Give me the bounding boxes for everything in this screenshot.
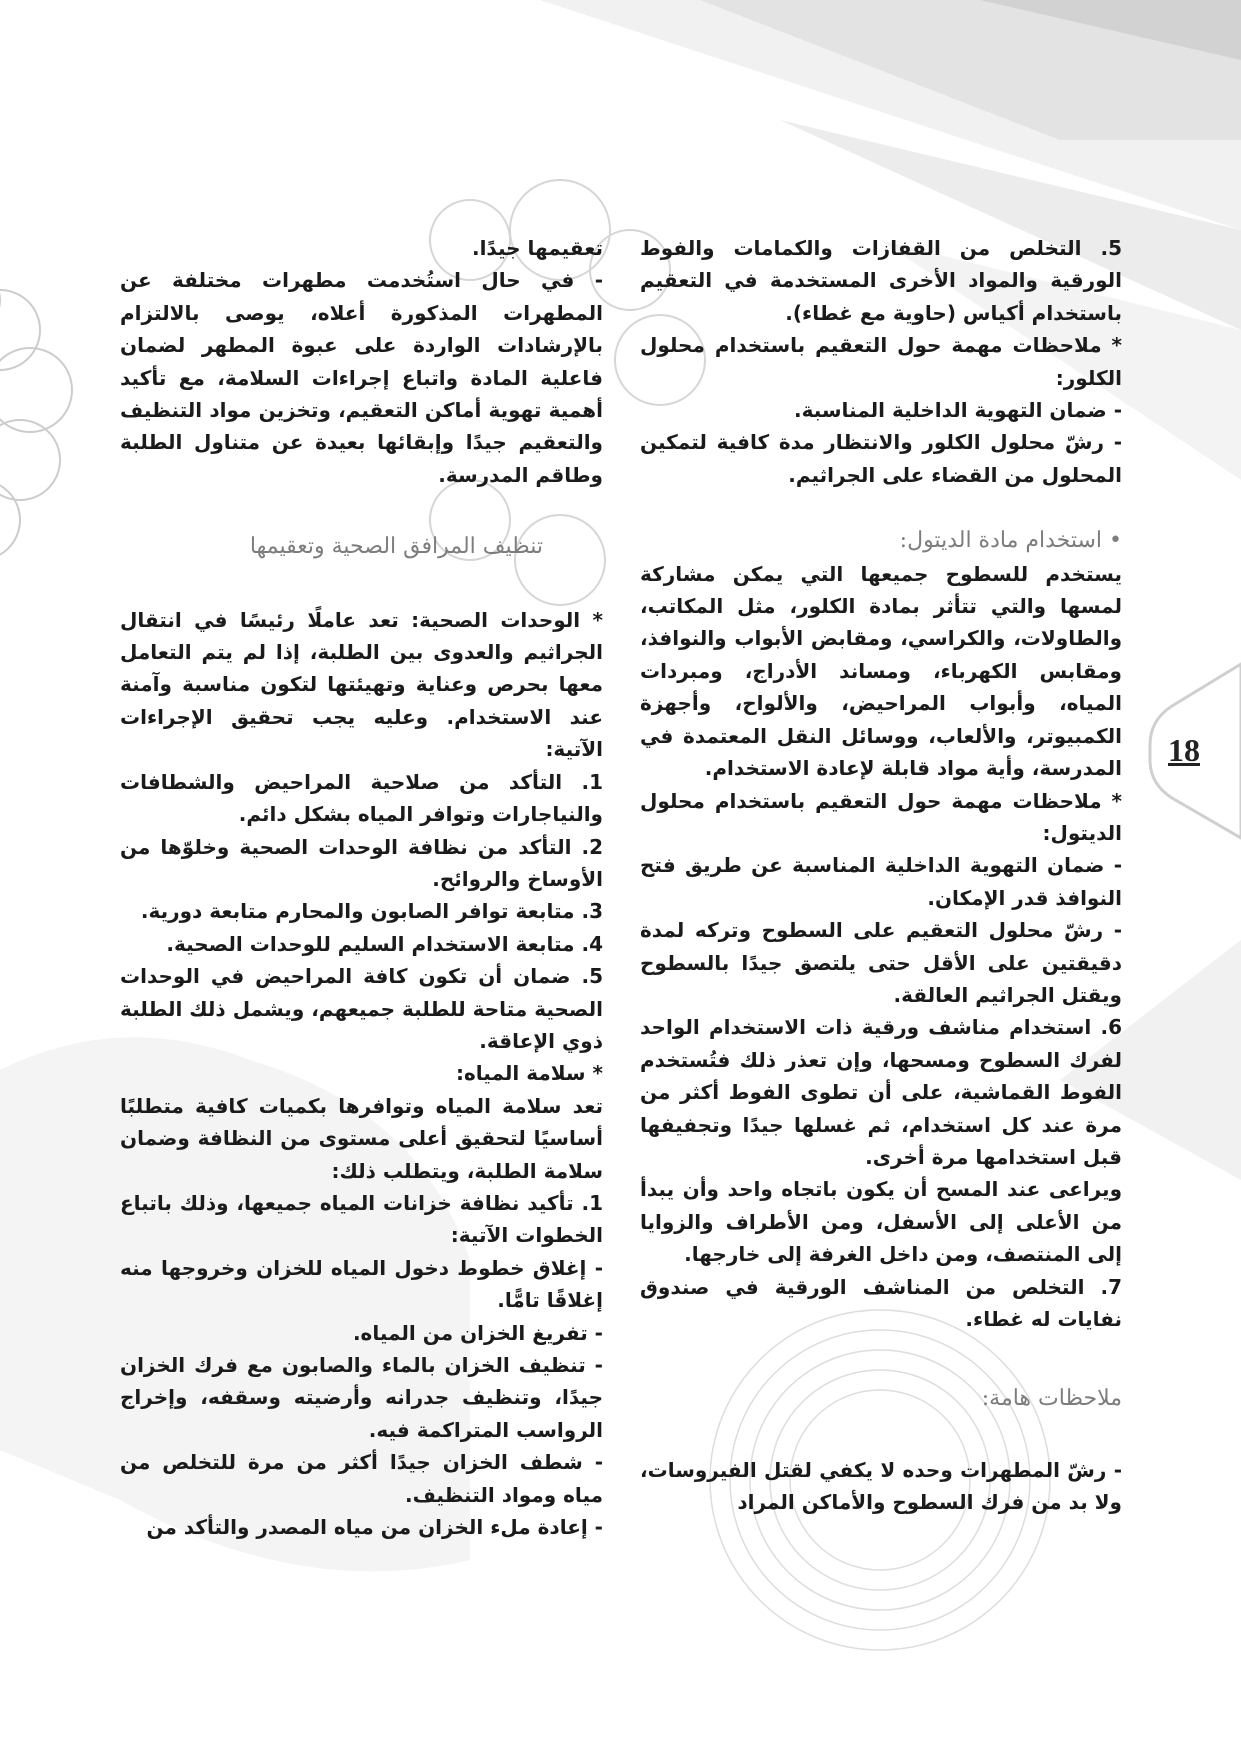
paragraph: - ضمان التهوية الداخلية المناسبة عن طريق فتح النوافذ قدر الإمكان.: [640, 853, 1122, 910]
paragraph: - إعادة ملء الخزان من مياه المصدر والتأكد من: [146, 1515, 603, 1540]
paragraph: - تفريغ الخزان من المياه.: [352, 1320, 603, 1345]
paragraph: - في حال استُخدمت مطهرات مختلفة عن المطهرات المذكورة أعلاه، يوصى بالالتزام بالإرشادات الواردة على عبوة المطهر لضمان فاعلية المادة واتباع إجراءات السلامة، مع تأكيد أهمية تهوية أماكن التعقيم، وتخزين مواد التنظيف والتعقيم جيدًا وإبقائها بعيدة عن متناول الطلبة وطاقم المدرسة.: [120, 268, 603, 487]
paragraph: 4. متابعة الاستخدام السليم للوحدات الصحية.: [166, 931, 603, 956]
paragraph: 2. التأكد من نظافة الوحدات الصحية وخلوّها من الأوساخ والروائح.: [120, 834, 603, 891]
paragraph: * ملاحظات مهمة حول التعقيم باستخدام محلول الكلور:: [640, 333, 1122, 390]
paragraph: تعد سلامة المياه وتوافرها بكميات كافية متطلبًا أساسيًا لتحقيق أعلى مستوى من النظافة وضمان سلامة الطلبة، ويتطلب ذلك:: [120, 1093, 603, 1183]
section-subheading: تنظيف المرافق الصحية وتعقيمها: [249, 534, 543, 560]
paragraph: تعقيمها جيدًا.: [471, 236, 603, 260]
paragraph: 5. التخلص من القفازات والكمامات والفوط الورقية والمواد الأخرى المستخدمة في التعقيم باستخدام أكياس (حاوية مع غطاء).: [640, 236, 1122, 325]
section-subheading: ملاحظات هامة:: [981, 1386, 1122, 1412]
paragraph: - رشّ المطهرات وحده لا يكفي لقتل الفيروسات، ولا بد من فرك السطوح والأماكن المراد: [640, 1457, 1122, 1515]
paragraph: - إغلاق خطوط دخول المياه للخزان وخروجها منه إغلاقًا تامًّا.: [120, 1255, 603, 1313]
paragraph: - ضمان التهوية الداخلية المناسبة.: [793, 398, 1122, 423]
paragraph: 1. تأكيد نظافة خزانات المياه جميعها، وذلك باتباع الخطوات الآتية:: [120, 1190, 603, 1248]
section-subheading: • استخدام مادة الديتول:: [899, 528, 1122, 554]
paragraph: 3. متابعة توافر الصابون والمحارم متابعة دورية.: [140, 899, 603, 924]
left-text-column: [120, 232, 603, 1543]
paragraph: - تنظيف الخزان بالماء والصابون مع فرك الخزان جيدًا، وتنظيف جدرانه وأرضيته وسقفه، وإخراج الرواسب المتراكمة فيه.: [120, 1353, 603, 1442]
paragraph: * سلامة المياه:: [455, 1061, 603, 1086]
paragraph: يستخدم للسطوح جميعها التي يمكن مشاركة لمسها والتي تتأثر بمادة الكلور، مثل المكاتب، والطاولات، والكراسي، ومقابض الأبواب والنوافذ، ومقابس الكهرباء، ومساند الأدراج، ومبردات المياه، وأبواب المراحيض، والألواح، وأجهزة الكمبيوتر، والألعاب، ووسائل النقل المعتمدة في المدرسة، وأية مواد قابلة لإعادة الاستخدام.: [640, 561, 1122, 781]
paragraph: - رشّ محلول الكلور والانتظار مدة كافية لتمكين المحلول من القضاء على الجراثيم.: [640, 430, 1122, 487]
paragraph: - رشّ محلول التعقيم على السطوح وتركه لمدة دقيقتين على الأقل حتى يلتصق جيدًا بالسطوح ويقتل الجراثيم العالقة.: [640, 918, 1122, 1007]
paragraph: 6. استخدام مناشف ورقية ذات الاستخدام الواحد لفرك السطوح ومسحها، وإن تعذر ذلك فتُستخدم الفوط القماشية، على أن تطوى الفوط أكثر من مرة عند كل استخدام، ثم غسلها جيدًا وتجفيفها قبل استخدامها مرة أخرى.: [640, 1015, 1122, 1169]
paragraph: - شطف الخزان جيدًا أكثر من مرة للتخلص من مياه ومواد التنظيف.: [120, 1450, 603, 1507]
paragraph: 5. ضمان أن تكون كافة المراحيض في الوحدات الصحية متاحة للطلبة جميعهم، ويشمل ذلك الطلبة ذوي الإعاقة.: [120, 964, 603, 1053]
paragraph: * الوحدات الصحية: تعد عاملًا رئيسًا في انتقال الجراثيم والعدوى بين الطلبة، إذا لم يتم التعامل معها بحرص وعناية وتهيئتها لتكون مناسبة وآمنة عند الاستخدام. وعليه يجب تحقيق الإجراءات الآتية:: [120, 607, 603, 762]
right-text-column: [640, 232, 1122, 1519]
page-number: 18: [1168, 732, 1200, 768]
paragraph: * ملاحظات مهمة حول التعقيم باستخدام محلول الديتول:: [640, 788, 1122, 845]
paragraph: ويراعى عند المسح أن يكون باتجاه واحد وأن يبدأ من الأعلى إلى الأسفل، ومن الأطراف والزوايا إلى المنتصف، ومن داخل الغرفة إلى خارجها.: [640, 1177, 1122, 1267]
paragraph: 1. التأكد من صلاحية المراحيض والشطافات والنياجارات وتوافر المياه بشكل دائم.: [120, 769, 603, 827]
paragraph: 7. التخلص من المناشف الورقية في صندوق نفايات له غطاء.: [640, 1274, 1122, 1331]
